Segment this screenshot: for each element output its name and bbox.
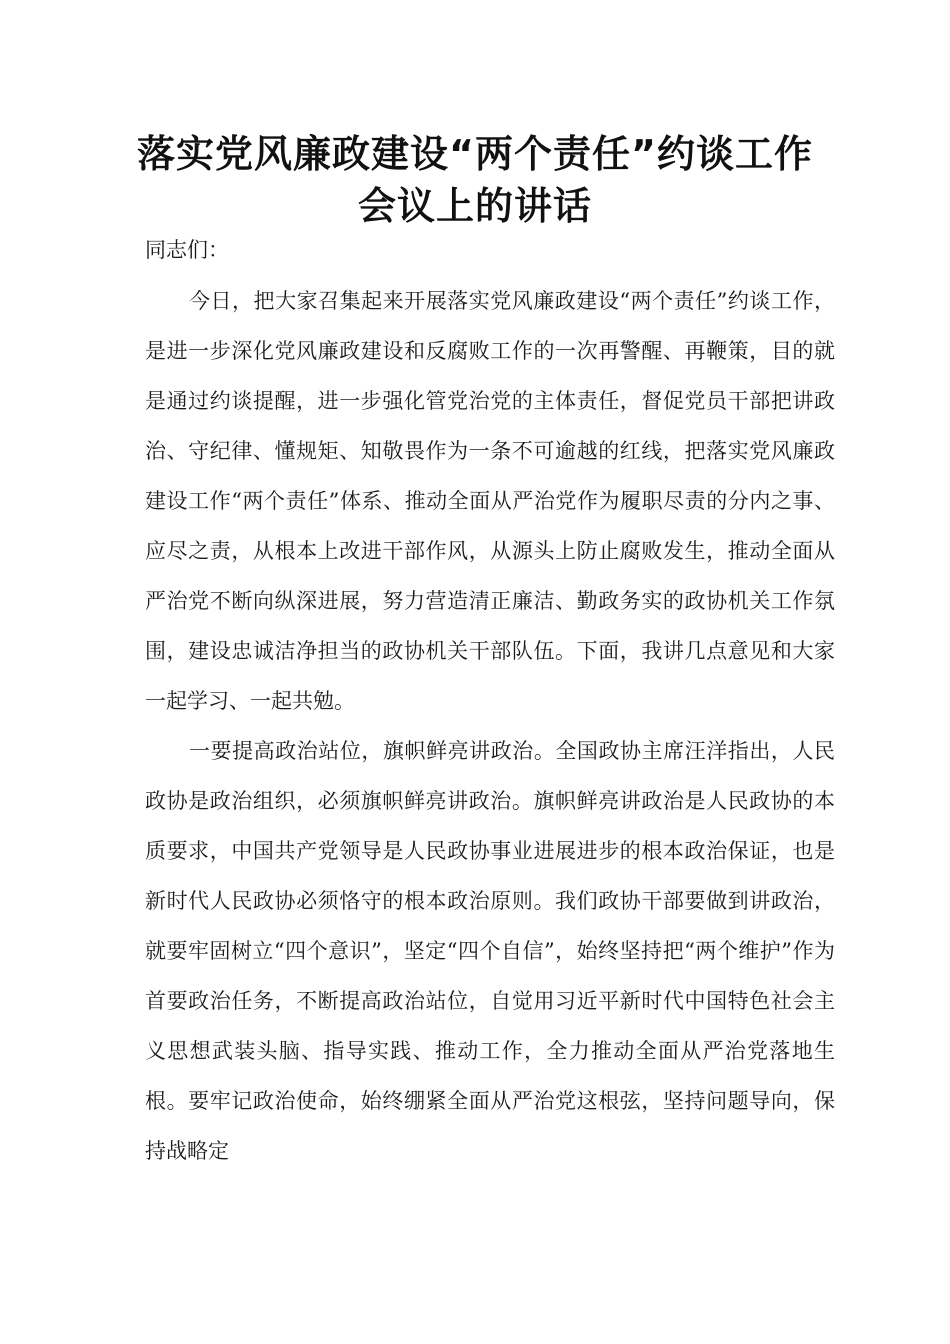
- paragraph-point-one: 一要提高政治站位，旗帜鲜亮讲政治。全国政协主席汪洋指出，人民政协是政治组织，必须旗帜鲜亮讲政治。旗帜鲜亮讲政治是人民政协的本质要求，中国共产党领导是人民政协事业进展进步的根本政治保证，也是新时代人民政协必须恪守的根本政治原则。我们政协干部要做到讲政治，就要牢固树立“四个意识”，坚定“四个自信”，始终坚持把“两个维护”作为首要政治任务，不断提高政治站位，自觉用习近平新时代中国特色社会主义思想武装头脑、指导实践、推动工作，全力推动全面从严治党落地生根。要牢记政治使命，始终绷紧全面从严治党这根弦，坚持问题导向，保持战略定: [145, 739, 835, 1163]
- document-title: 落实党风廉政建设“两个责任”约谈工作会议上的讲话: [137, 132, 813, 228]
- document-body: [145, 225, 835, 1176]
- paragraph-intro: 今日，把大家召集起来开展落实党风廉政建设“两个责任”约谈工作，是进一步深化党风廉政建设和反腐败工作的一次再警醒、再鞭策，目的就是通过约谈提醒，进一步强化管党治党的主体责任，督促党员干部把讲政治、守纪律、懂规矩、知敬畏作为一条不可逾越的红线，把落实党风廉政建设工作“两个责任”体系、推动全面从严治党作为履职尽责的分内之事、应尽之责，从根本上改进干部作风，从源头上防止腐败发生，推动全面从严治党不断向纵深进展，努力营造清正廉洁、勤政务实的政协机关工作氛围，建设忠诚洁净担当的政协机关干部队伍。下面，我讲几点意见和大家一起学习、一起共勉。: [145, 289, 835, 713]
- salutation: 同志们：: [145, 238, 229, 262]
